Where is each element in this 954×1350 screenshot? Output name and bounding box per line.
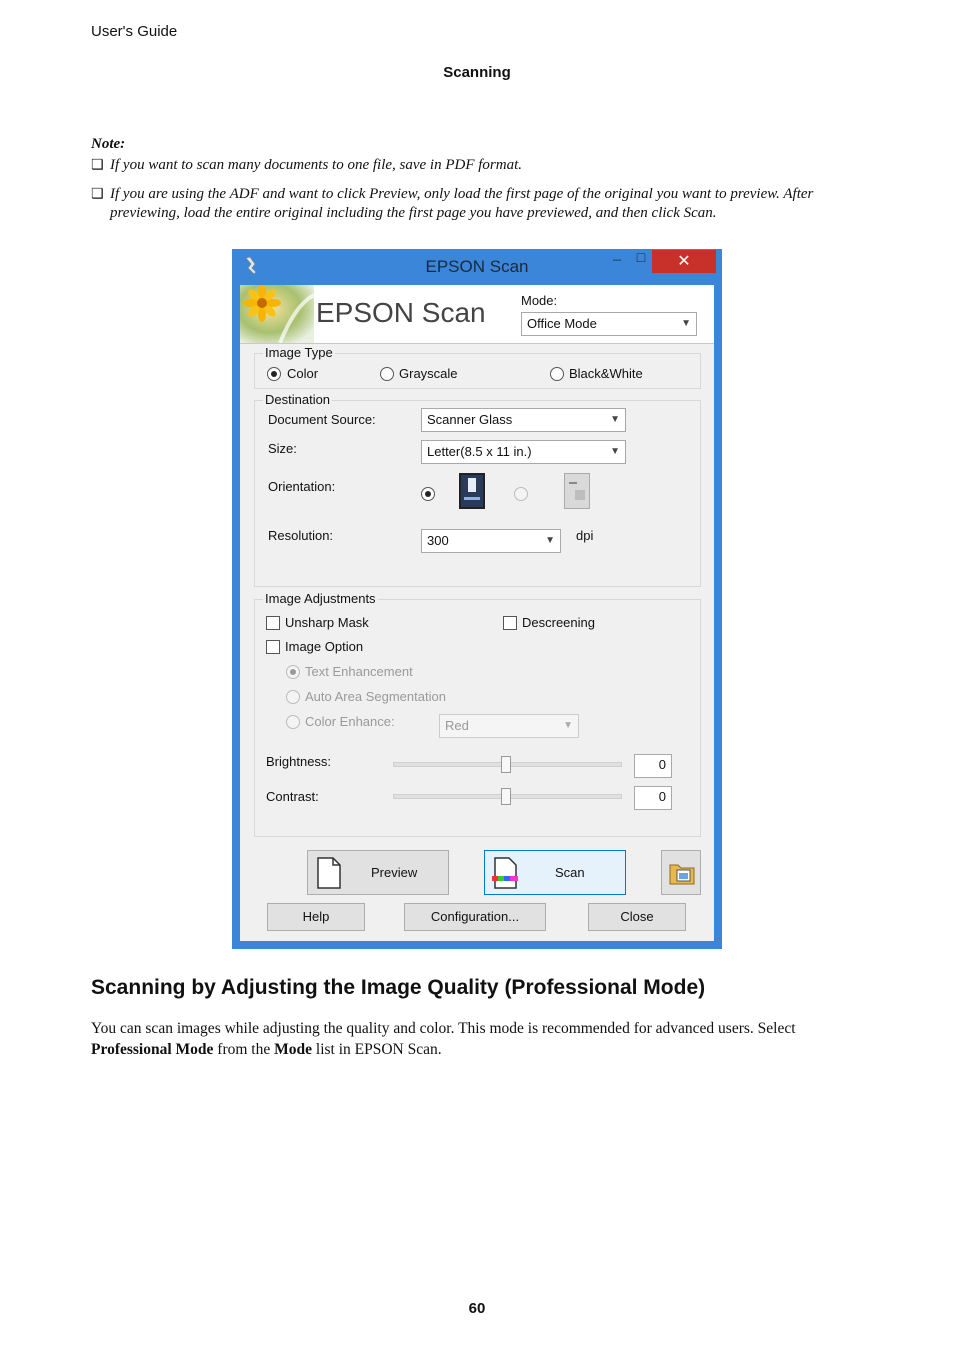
image-type-group (254, 345, 701, 389)
folder-icon (668, 859, 696, 887)
landscape-radio[interactable] (514, 487, 528, 501)
image-adjustments-label: Image Adjustments (265, 591, 376, 606)
color-enhance-radio[interactable] (286, 715, 300, 729)
size-select[interactable] (421, 440, 626, 464)
contrast-slider-thumb[interactable] (501, 788, 511, 805)
contrast-input[interactable]: 0 (634, 786, 672, 810)
descreening-label: Descreening (522, 615, 595, 630)
contrast-label: Contrast: (266, 789, 319, 804)
mode-label: Mode: (521, 293, 558, 308)
document-icon (316, 856, 342, 890)
resolution-select[interactable] (421, 529, 561, 553)
image-option-checkbox[interactable] (266, 640, 280, 654)
epson-scan-logo: EPSON Scan (316, 297, 486, 328)
brightness-input[interactable]: 0 (634, 754, 672, 778)
close-window-button[interactable] (652, 250, 716, 273)
size-value: Letter(8.5 x 11 in.) (427, 444, 532, 459)
color-enhance-value: Red (445, 718, 469, 733)
section-body (91, 1018, 871, 1060)
note-item (91, 185, 861, 223)
resolution-unit: dpi (576, 528, 594, 543)
preview-button[interactable] (307, 850, 449, 895)
image-option-label: Image Option (285, 639, 364, 654)
document-source-value: Scanner Glass (427, 412, 513, 427)
banner (240, 285, 714, 344)
chevron-down-icon: ▼ (610, 446, 620, 457)
grayscale-radio[interactable] (380, 367, 394, 381)
note-text: If you are using the ADF and want to click Preview, only load the first page of the original you want to preview. After previewing, load the entire original including the first page you have previewed, and then click Scan. (110, 186, 814, 221)
mode-select-value: Office Mode (527, 316, 597, 331)
chevron-down-icon: ▼ (545, 535, 555, 546)
note-item (91, 156, 861, 175)
chevron-down-icon: ▼ (563, 720, 573, 731)
black-white-label: Black&White (569, 366, 643, 381)
configuration-button[interactable]: Configuration... (404, 903, 546, 931)
image-adjustments-group (254, 591, 701, 837)
document-source-select[interactable] (421, 408, 626, 432)
text-enhancement-radio[interactable] (286, 665, 300, 679)
grayscale-label: Grayscale (399, 366, 458, 381)
black-white-radio[interactable] (550, 367, 564, 381)
dialog-body (240, 285, 714, 941)
brightness-label: Brightness: (266, 754, 332, 769)
note-title: Note: (91, 136, 126, 152)
maximize-icon[interactable]: □ (636, 251, 646, 266)
dialog-titlebar (232, 249, 722, 285)
minimize-icon[interactable]: – (613, 251, 621, 268)
scan-document-icon (491, 856, 521, 890)
scan-button[interactable] (484, 850, 626, 895)
descreening-checkbox[interactable] (503, 616, 517, 630)
save-folder-button[interactable] (661, 850, 701, 895)
body-bold: Mode (274, 1041, 313, 1058)
document-source-label: Document Source: (268, 412, 376, 427)
auto-area-label: Auto Area Segmentation (305, 689, 446, 704)
checkbox-bullet-icon: ❑ (91, 157, 104, 173)
unsharp-mask-label: Unsharp Mask (285, 615, 369, 630)
image-type-label: Image Type (265, 345, 333, 360)
chevron-down-icon: ▼ (610, 414, 620, 425)
resolution-value: 300 (427, 533, 449, 548)
portrait-orientation-icon[interactable] (459, 473, 485, 509)
preview-label: Preview (371, 865, 418, 880)
running-header-section: Scanning (443, 64, 511, 81)
color-label: Color (287, 366, 319, 381)
brightness-slider-thumb[interactable] (501, 756, 511, 773)
section-title: Scanning by Adjusting the Image Quality (Professional Mode) (91, 976, 706, 999)
chevron-down-icon: ▼ (681, 318, 691, 329)
body-text: list in EPSON Scan. (312, 1041, 442, 1058)
color-radio[interactable] (267, 367, 281, 381)
note-text: If you want to scan many documents to one file, save in PDF format. (110, 157, 523, 173)
orientation-label: Orientation: (268, 479, 336, 494)
running-header-guide: User's Guide (91, 23, 178, 40)
color-enhance-select[interactable] (439, 714, 579, 738)
epson-scan-dialog (232, 249, 722, 949)
page-number: 60 (468, 1300, 486, 1317)
auto-area-radio[interactable] (286, 690, 300, 704)
size-label: Size: (268, 441, 297, 456)
close-icon: ✕ (677, 253, 691, 270)
unsharp-mask-checkbox[interactable] (266, 616, 280, 630)
body-text: You can scan images while adjusting the quality and color. This mode is recommended for advanced users. Select (91, 1020, 796, 1037)
landscape-orientation-icon[interactable] (564, 473, 590, 509)
body-text: from the (213, 1041, 275, 1058)
dialog-title: EPSON Scan (425, 257, 529, 276)
checkbox-bullet-icon: ❑ (91, 186, 104, 202)
flower-logo-icon (240, 285, 314, 343)
scan-label: Scan (555, 865, 585, 880)
destination-group (254, 392, 701, 587)
text-enhancement-label: Text Enhancement (305, 664, 413, 679)
help-button[interactable]: Help (267, 903, 365, 931)
close-button[interactable]: Close (588, 903, 686, 931)
destination-label: Destination (265, 392, 331, 407)
color-enhance-label: Color Enhance: (305, 714, 395, 729)
mode-select[interactable] (521, 312, 697, 336)
body-bold: Professional Mode (91, 1041, 214, 1058)
resolution-label: Resolution: (268, 528, 334, 543)
portrait-radio[interactable] (421, 487, 435, 501)
